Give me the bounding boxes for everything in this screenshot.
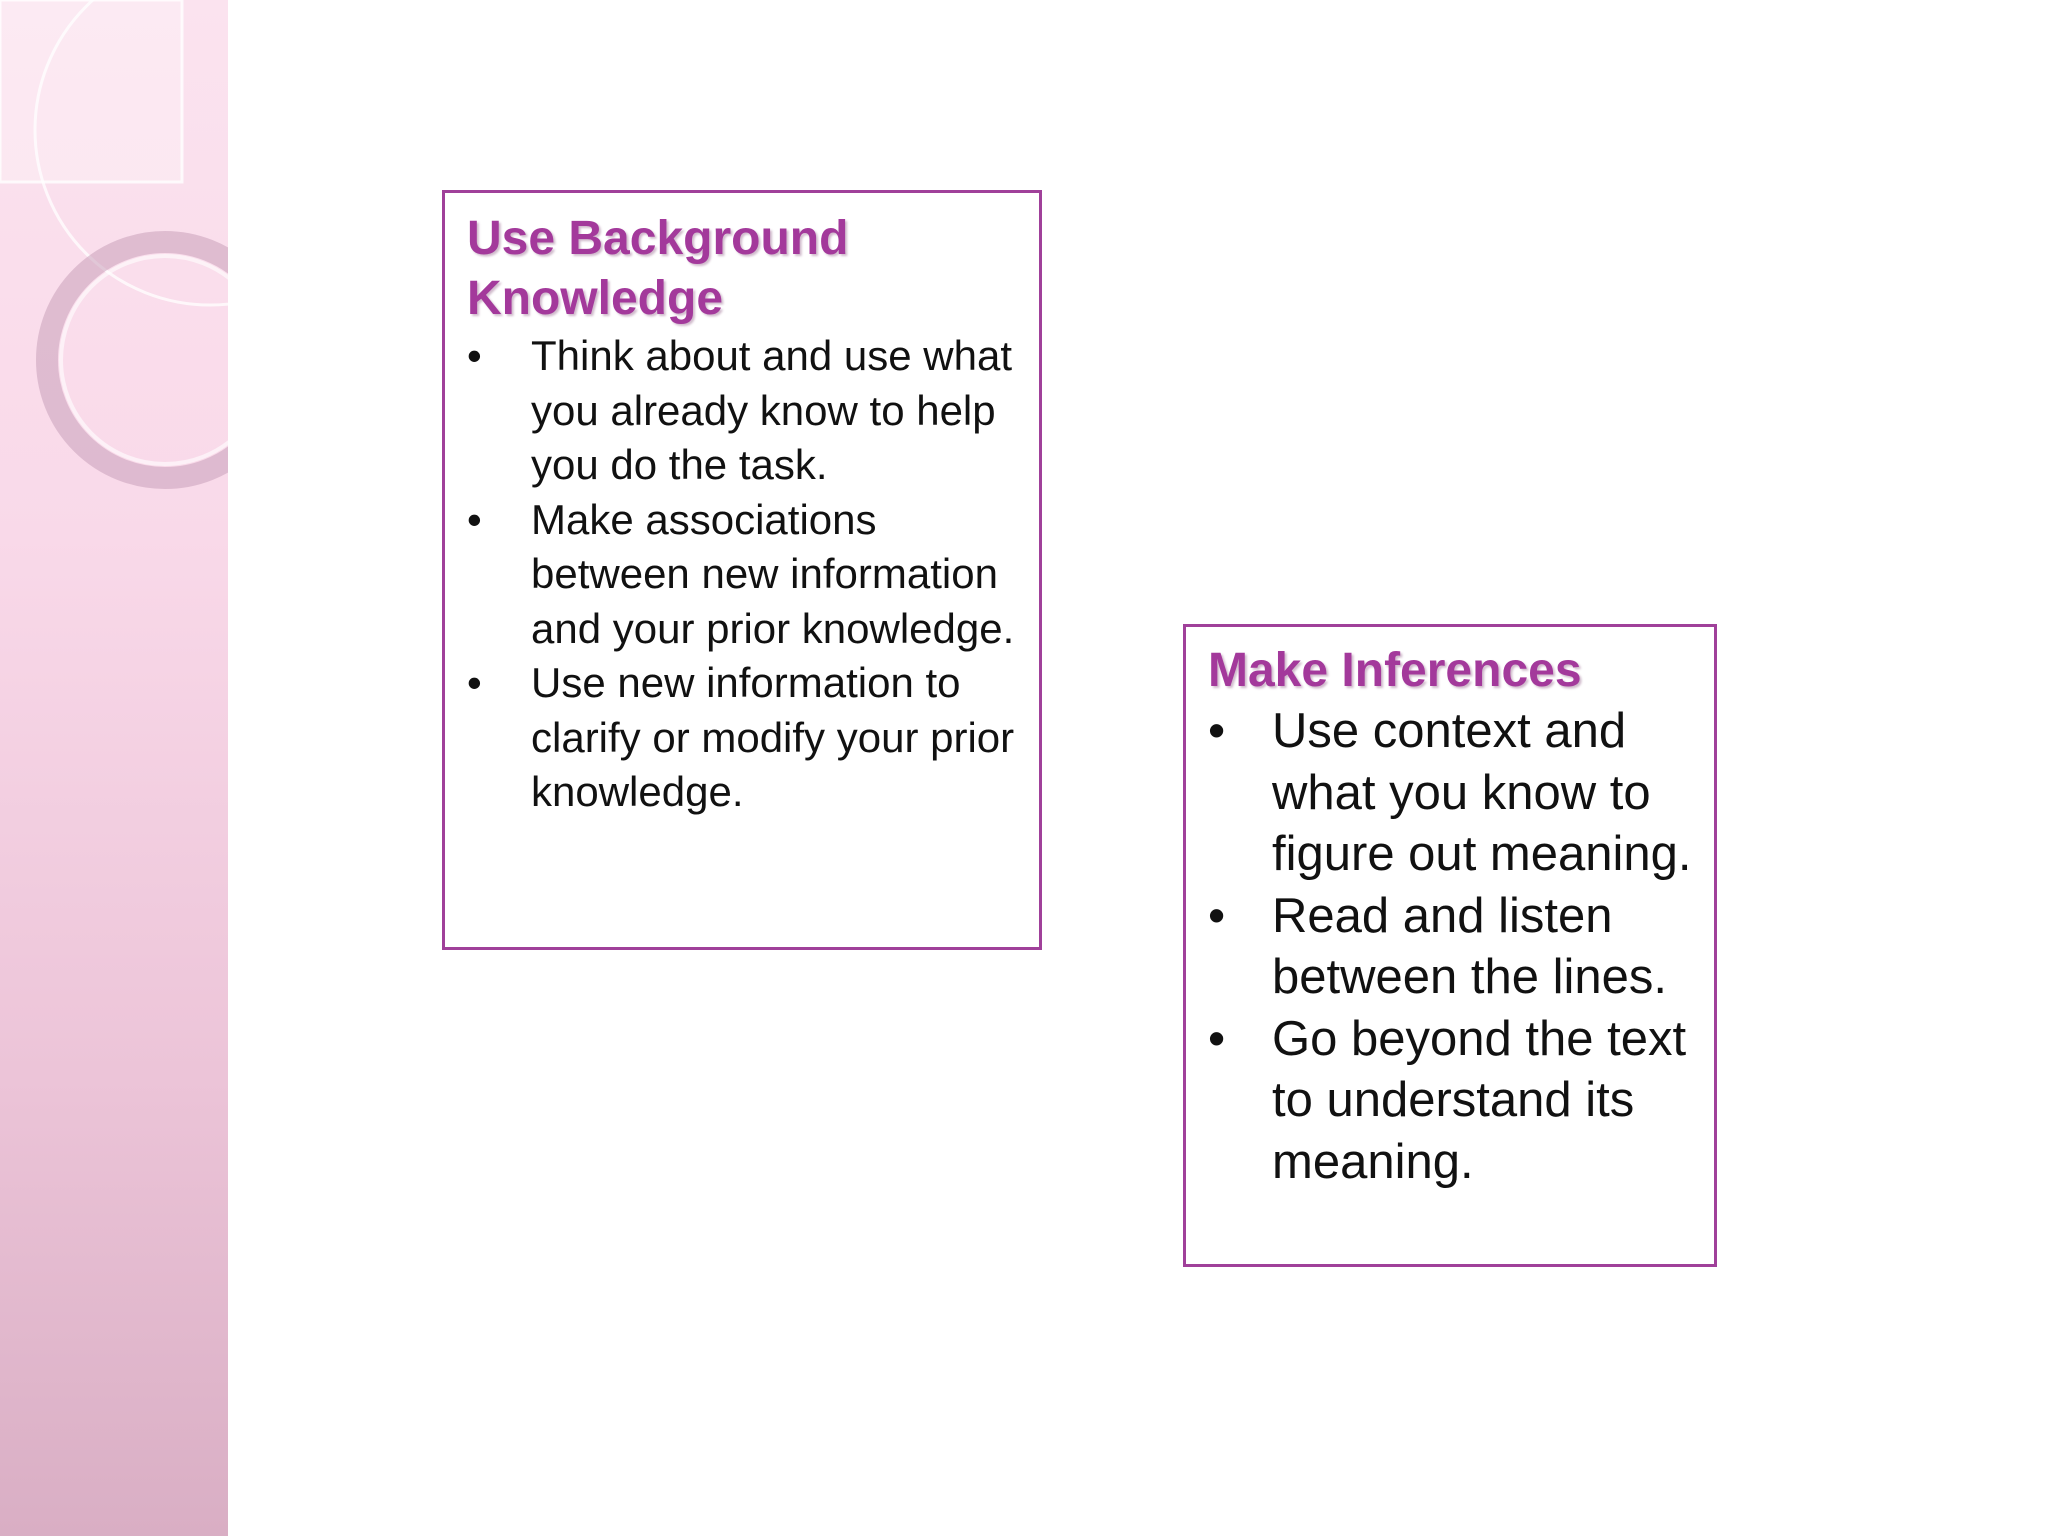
background-knowledge-box [442, 190, 1042, 950]
list-item [467, 656, 1019, 820]
bullet-icon: • [1208, 704, 1226, 758]
list-item [467, 329, 1019, 493]
bullet-icon: • [1208, 1011, 1226, 1066]
make-inferences-list [1208, 701, 1694, 1193]
list-item [1208, 1009, 1694, 1194]
list-item-text: Think about and use what you already know to help you do the task. [531, 332, 1012, 488]
bullet-icon: • [467, 332, 482, 379]
list-item-text: Make associations between new information and your prior knowledge. [531, 495, 1015, 652]
bullet-icon: • [1208, 888, 1226, 943]
list-item [467, 493, 1019, 657]
ring-decoration-icon [0, 0, 228, 1536]
list-item-text: Use new information to clarify or modify your prior knowledge. [531, 659, 1015, 815]
list-item-text: Read and listen between the lines. [1272, 888, 1667, 1004]
bullet-icon: • [467, 495, 482, 543]
make-inferences-title: Make Inferences [1208, 644, 1582, 697]
list-item [1208, 701, 1694, 886]
bullet-icon: • [467, 659, 482, 706]
decorative-side-band [0, 0, 228, 1536]
list-item-text: Go beyond the text to understand its meaning. [1272, 1011, 1687, 1189]
background-knowledge-title: Use Background Knowledge [467, 212, 849, 325]
background-knowledge-list [467, 329, 1019, 820]
make-inferences-box [1183, 624, 1717, 1267]
list-item-text: Use context and what you know to figure out meaning. [1272, 704, 1692, 881]
list-item [1208, 886, 1694, 1009]
